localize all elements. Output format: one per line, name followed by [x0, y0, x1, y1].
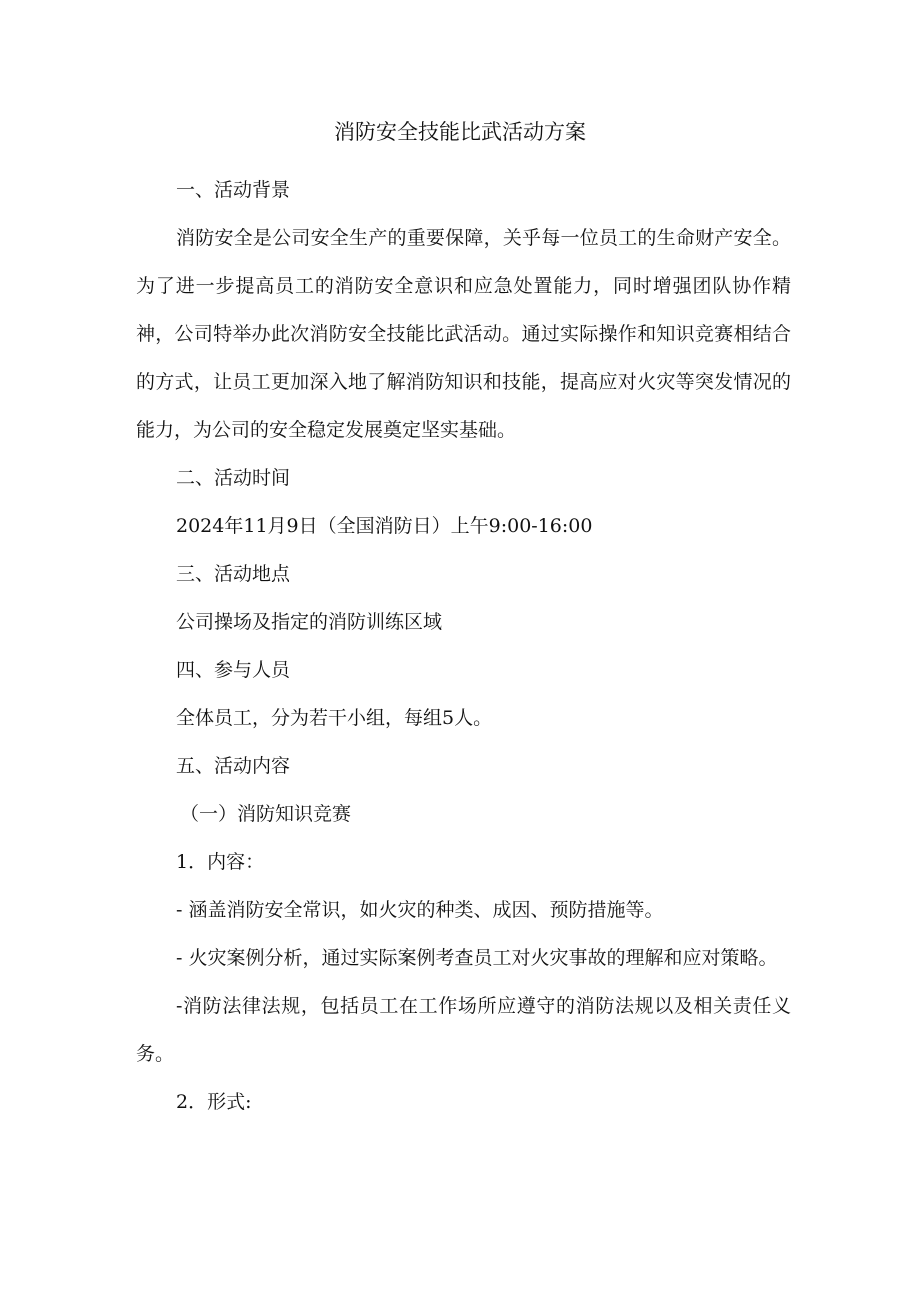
list-heading-content: 1．内容： [176, 851, 265, 873]
list-item: - 涵盖消防安全常识，如火灾的种类、成因、预防措施等。 [176, 899, 664, 921]
participants-paragraph: 全体员工，分为若干小组，每组5人。 [176, 707, 493, 729]
document-title: 消防安全技能比武活动方案 [334, 120, 586, 144]
document-body [136, 166, 791, 1126]
list-heading-format: 2．形式: [176, 1091, 252, 1113]
section-heading-background: 一、活动背景 [176, 179, 291, 201]
list-item: - 火灾案例分析，通过实际案例考查员工对火灾事故的理解和应对策略。 [176, 947, 778, 969]
time-paragraph: 2024年11月9日（全国消防日）上午9:00-16:00 [176, 515, 593, 537]
subsection-heading-knowledge-contest: （一）消防知识竞赛 [180, 803, 352, 825]
background-paragraph: 消防安全是公司安全生产的重要保障，关乎每一位员工的生命财产安全。为了进一步提高员工的消防安全意识和应急处置能力，同时增强团队协作精神，公司特举办此次消防安全技能比武活动。通过实际操作和知识竞赛相结合的方式，让员工更加深入地了解消防知识和技能，提高应对火灾等突发情况的能力，为公司的安全稳定发展奠定坚实基础。 [136, 227, 791, 441]
section-heading-content: 五、活动内容 [176, 755, 291, 777]
list-item: -消防法律法规，包括员工在工作场所应遵守的消防法规以及相关责任义务。 [136, 995, 791, 1065]
section-heading-time: 二、活动时间 [176, 467, 291, 489]
section-heading-location: 三、活动地点 [176, 563, 291, 585]
section-heading-participants: 四、参与人员 [176, 659, 291, 681]
location-paragraph: 公司操场及指定的消防训练区域 [176, 611, 443, 633]
